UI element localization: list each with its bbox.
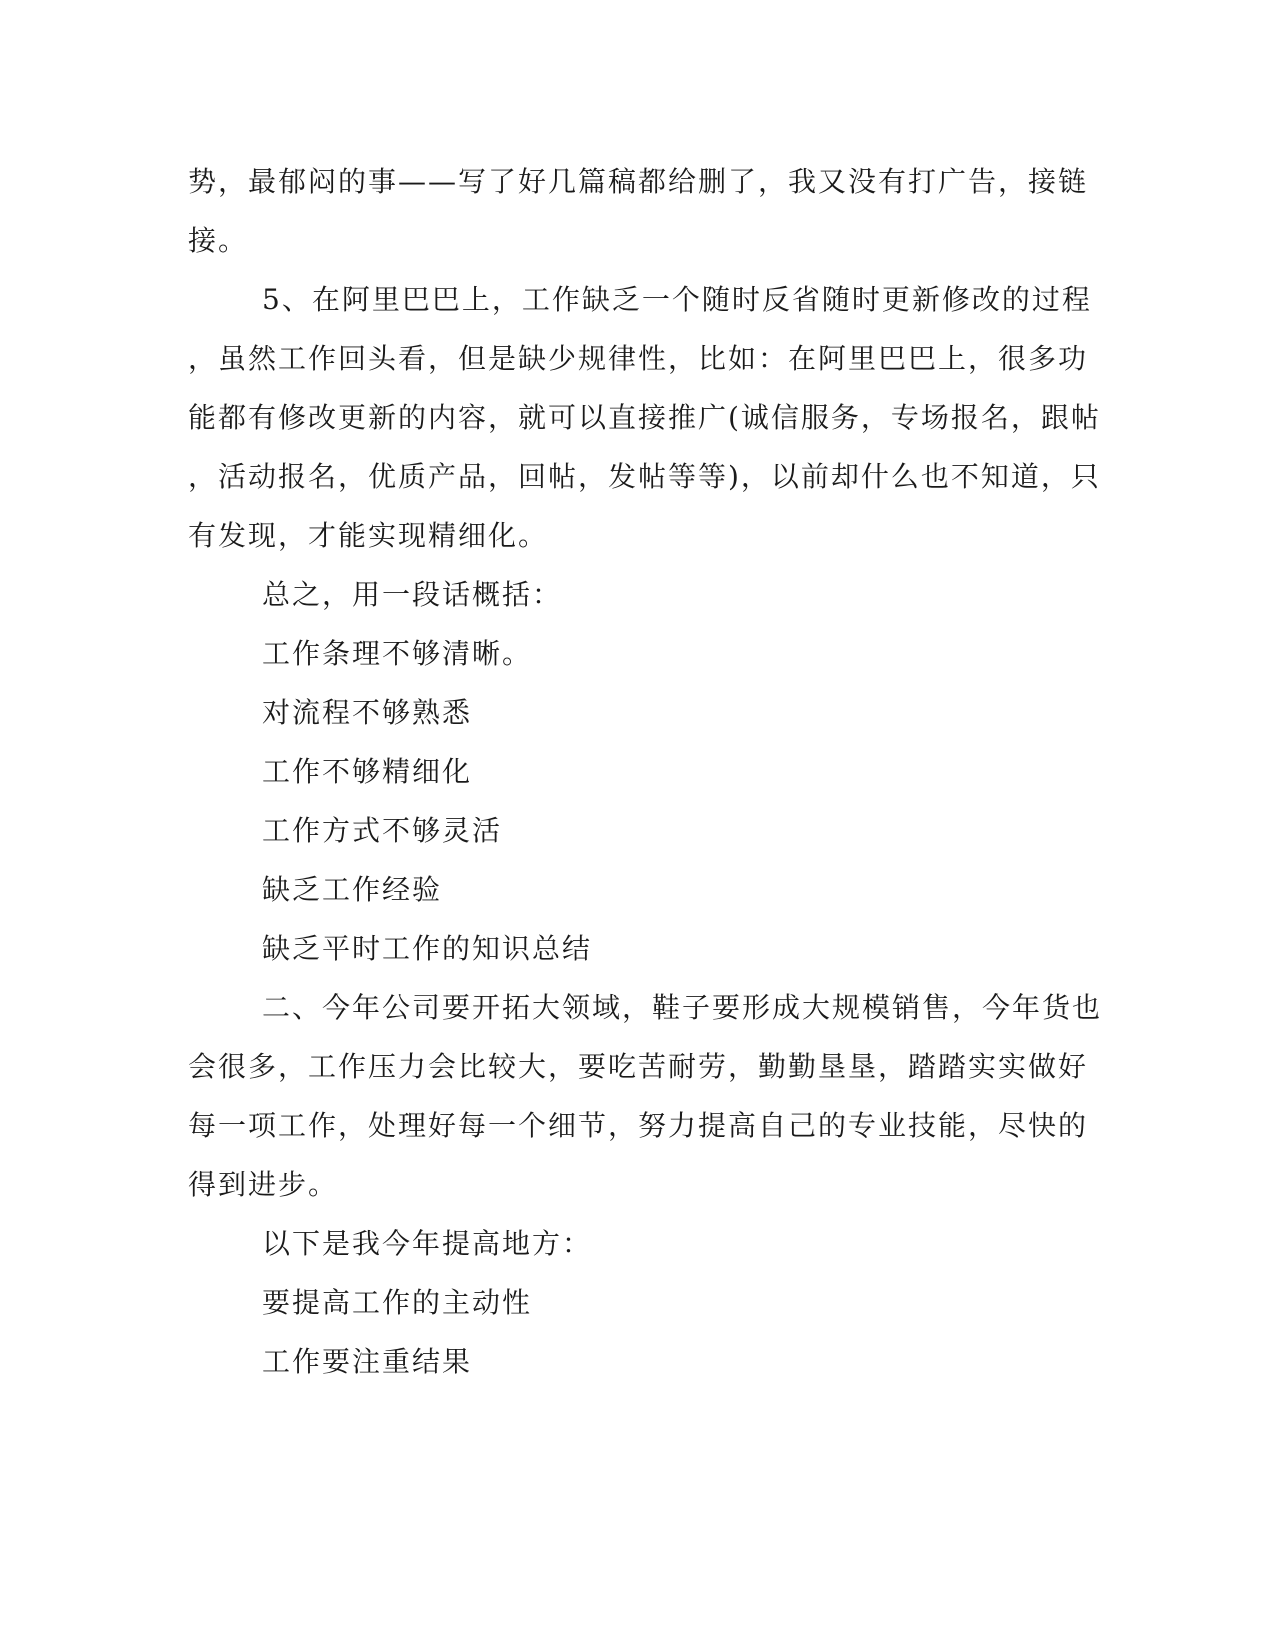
paragraph-line: 二、今年公司要开拓大领域，鞋子要形成大规模销售，今年货也 [262,991,1103,1024]
text-line: 接。 [188,224,249,257]
list-item: 缺乏工作经验 [262,873,443,906]
list-item: 工作条理不够清晰。 [262,637,533,670]
list-item: 工作方式不够灵活 [262,814,503,847]
summary-heading: 总之，用一段话概括： [262,578,563,611]
text-line: 每一项工作，处理好每一个细节，努力提高自己的专业技能，尽快的 [188,1109,1089,1142]
list-item: 工作要注重结果 [262,1345,473,1378]
paragraph-line: 5、在阿里巴巴上，工作缺乏一个随时反省随时更新修改的过程 [262,283,1092,316]
list-item: 对流程不够熟悉 [262,696,473,729]
list-item: 缺乏平时工作的知识总结 [262,932,593,965]
text-line: 有发现，才能实现精细化。 [188,519,549,552]
text-line: ，虽然工作回头看，但是缺少规律性，比如：在阿里巴巴上，很多功 [188,342,1089,375]
text-line: 得到进步。 [188,1168,339,1201]
text-line: 能都有修改更新的内容，就可以直接推广(诚信服务，专场报名，跟帖 [188,401,1101,434]
text-line: ，活动报名，优质产品，回帖，发帖等等)，以前却什么也不知道，只 [188,460,1101,493]
improvement-heading: 以下是我今年提高地方： [262,1227,593,1260]
text-line: 势，最郁闷的事——写了好几篇稿都给删了，我又没有打广告，接链 [188,165,1089,198]
list-item: 要提高工作的主动性 [262,1286,533,1319]
text-line: 会很多，工作压力会比较大，要吃苦耐劳，勤勤垦垦，踏踏实实做好 [188,1050,1089,1083]
list-item: 工作不够精细化 [262,755,473,788]
